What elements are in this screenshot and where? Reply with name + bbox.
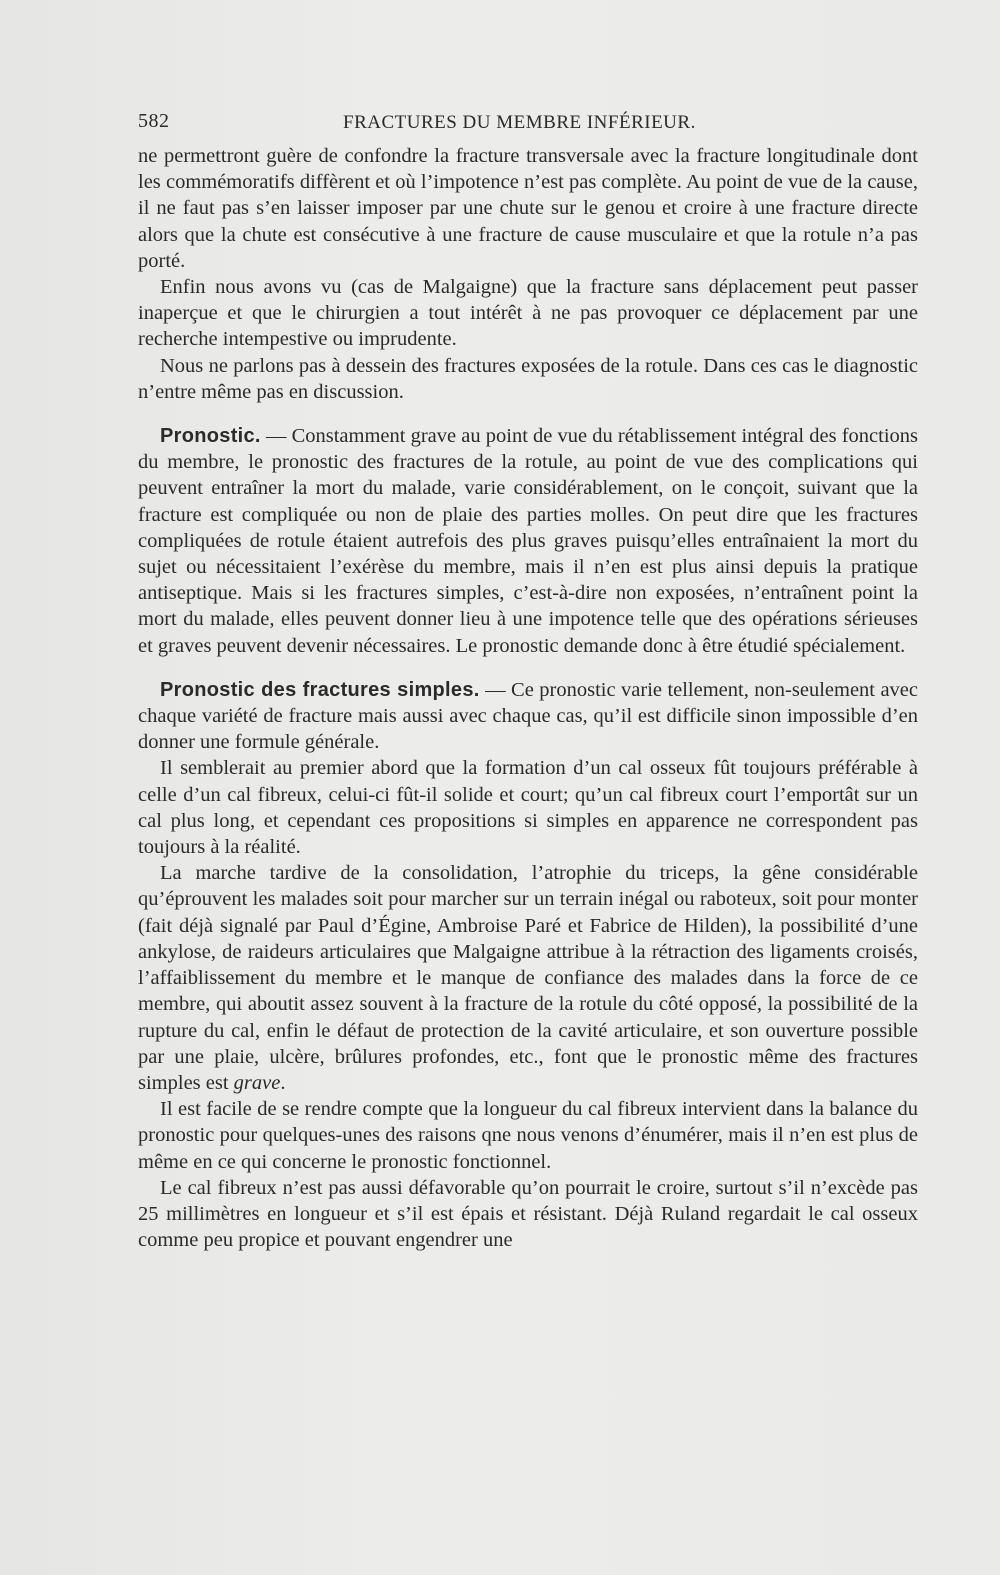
paragraph-marche-tardive-text: La marche tardive de la consolidation, l’atrophie du triceps, la gêne considérable qu’éprouvent les malades soit pour marcher sur un terrain inégal ou raboteux, soit pour monter (fait déjà signalé par Paul d’Égine, Ambroise Paré et Fabrice de Hilden), la possibilité d’une ankylose, de raideurs articulaires que Malgaigne attribue à la rétraction des ligaments croisés, l’affaiblissement du membre et le manque de confiance des malades dans la force de ce membre, qui aboutit assez souvent à la fracture de la rotule du côté opposé, la possibilité de la rupture du cal, enfin le défaut de protection de la cavité articulaire, et son ouverture possible par une plaie, ulcère, brûlures profondes, etc., font que le pronostic même des fractures simples est: [138, 862, 918, 1094]
paragraph-cal-osseux: Il semblerait au premier abord que la formation d’un cal osseux fût toujours préférable à celle d’un cal fibreux, celui-ci fût-il solide et court; qu’un cal fibreux court l’emportât sur un cal plus long, et cependant ces propositions si simples en apparence ne correspondent pas toujours à la réalité.: [138, 757, 918, 859]
running-title: FRACTURES DU MEMBRE INFÉRIEUR.: [343, 112, 696, 133]
page-header: [138, 110, 918, 140]
section-heading-pronostic-simples: Pronostic des fractures simples.: [160, 678, 480, 701]
paragraph-continued: ne permettront guère de confondre la fracture transversale avec la fracture longitudinale dont les commémoratifs diffèrent et où l’impotence n’est pas complète. Au point de vue de la cause, il ne faut pas s’en laisser imposer par une chute sur le genou et croire à une fracture directe alors que la chute est consécutive à une fracture de cause musculaire et que la rotule n’a pas porté.: [138, 145, 918, 272]
page-number: 582: [138, 110, 170, 132]
paragraph-pronostic-simples: [138, 677, 918, 756]
paragraph-malgaigne: Enfin nous avons vu (cas de Malgaigne) que la fracture sans déplacement peut passer inaperçue et que le chirurgien a tout intérêt à ne pas provoquer ce déplacement par une recherche intempestive ou imprudente.: [138, 276, 918, 351]
paragraph-pronostic: [138, 423, 918, 659]
paragraph-longueur-cal: Il est facile de se rendre compte que la longueur du cal fibreux intervient dans la balance du pronostic pour quelques-unes des raisons qne nous venons d’énumérer, mais il n’en est plus de même en ce qui concerne le pronostic fonctionnel.: [138, 1098, 918, 1173]
paragraph-marche-tardive: [138, 860, 918, 1096]
paragraph-exposed-fractures: Nous ne parlons pas à dessein des fractures exposées de la rotule. Dans ces cas le diagnostic n’entre même pas en discussion.: [138, 354, 918, 403]
paragraph-pronostic-text: — Constamment grave au point de vue du rétablissement intégral des fonctions du membre, le pronostic des fractures de la rotule, au point de vue des complications qui peuvent entraîner la mort du malade, varie considérablement, on le conçoit, suivant que la fracture est compliquée ou non de plaie des parties molles. On peut dire que les fractures compliquées de rotule étaient autrefois des plus graves puisqu’elles entraînaient la mort du sujet ou nécessitaient l’exérèse du membre, mais il n’en est plus ainsi depuis la pratique antiseptique. Mais si les fractures simples, c’est-à-dire non exposées, n’entraînent point la mort du malade, elles peuvent donner lieu à une impotence telle que des opérations sérieuses et graves peuvent devenir nécessaires. Le pronostic demande donc à être étudié spécialement.: [138, 425, 918, 657]
page-body: [138, 143, 918, 1253]
section-heading-pronostic: Pronostic.: [160, 425, 261, 448]
paragraph-pronostic-simples-text: — Ce pronostic varie tellement, non-seulement avec chaque variété de fracture mais aussi avec chaque cas, qu’il est difficile sinon impossible d’en donner une formule générale.: [138, 678, 918, 754]
italic-grave: grave: [233, 1071, 281, 1094]
paragraph-marche-tardive-end: .: [280, 1071, 286, 1094]
paragraph-cal-fibreux: Le cal fibreux n’est pas aussi défavorable qu’on pourrait le croire, surtout s’il n’excède pas 25 millimètres en longueur et s’il est épais et résistant. Déjà Ruland regardait le cal osseux comme peu propice et pouvant engendrer une: [138, 1176, 918, 1252]
